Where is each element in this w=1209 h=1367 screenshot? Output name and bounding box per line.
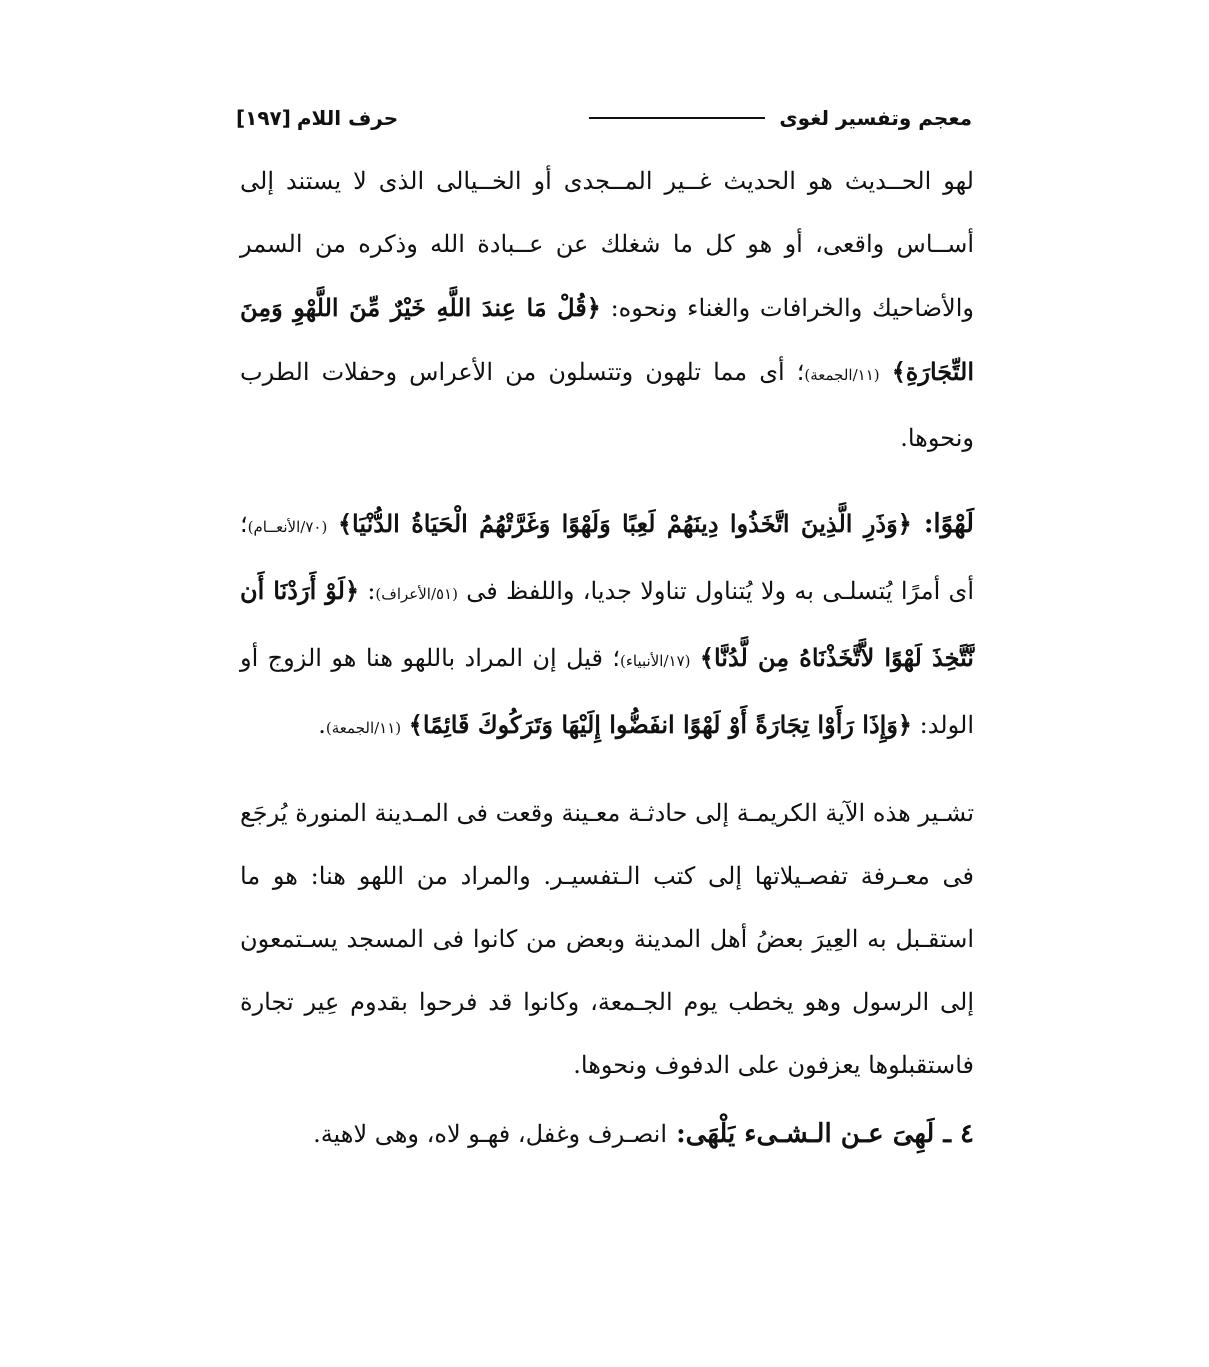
quran-verse: ﴿وَذَرِ الَّذِينَ اتَّخَذُوا دِينَهُمْ لَعِبًا وَلَهْوًا وَغَرَّتْهُمُ الْحَيَاةُ الدُّنْيَا﴾ xyxy=(337,509,912,538)
header-rule xyxy=(589,117,766,119)
text-run: لهو الحــديث هو الحديث غــير المــجدى أو الخــيالى الذى لا يستند إلى أســاس واقعى، أو هو كل ما شغلك عن عــبادة الله وذكره من السمر والأضاحيك والخرافات والغناء ونحوه: xyxy=(240,167,974,322)
quran-verse: ﴿قُلْ مَا عِندَ اللَّهِ خَيْرٌ مِّنَ اللَّهْوِ وَمِنَ التِّجَارَةِ﴾ xyxy=(240,293,974,386)
paragraph-lahw-al-hadith xyxy=(240,150,974,470)
text-run: . xyxy=(318,711,326,739)
book-title: معجم وتفسير لغوى xyxy=(779,106,972,130)
verse-reference: (٥١/الأعراف) xyxy=(375,585,458,603)
text-run: انصـرف وغفل، فهـو لاه، وهى لاهية. xyxy=(313,1120,668,1148)
text-run: ؛ أى أمرًا يُتسلـى به ولا يُتناول تناولا جديا، واللفظ فى xyxy=(240,510,974,605)
page-number: [١٩٧] xyxy=(235,106,291,130)
text-run: تشـير هذه الآية الكريمـة إلى حادثـة معـينة وقعت فى المـدينة المنورة يُرجَع فى معـرفة تفصـيلاتها إلى كتب الـتفسيـر. والمراد من اللهو هنا: هو ما استقـبل به العِيرَ بعضُ أهل المدينة وبعض من كانوا فى المسجد يسـتمعون إلى الرسول وهو يخطب يوم الجـمعة، وكانوا قد فرحوا بقدوم عِير تجارة فاستقبلوها يعزفون على الدفوف ونحوها. xyxy=(240,799,975,1079)
running-header xyxy=(236,100,972,136)
quran-verse: ﴿لَوْ أَرَدْنَا أَن نَّتَّخِذَ لَهْوًا لاَّتَّخَذْنَاهُ مِن لَّدُنَّا﴾ xyxy=(240,576,974,672)
verse-reference: (١١/الجمعة) xyxy=(325,719,402,737)
text-run: : xyxy=(359,577,376,605)
quran-verse: ﴿وَإِذَا رَأَوْا تِجَارَةً أَوْ لَهْوًا انفَضُّوا إِلَيْهَا وَتَرَكُوكَ قَائِمًا﴾ xyxy=(408,710,912,739)
paragraph-commentary xyxy=(240,782,974,1097)
paragraph-lahiya xyxy=(240,1103,974,1166)
paragraph-lahwan xyxy=(240,492,974,760)
section-title: حرف اللام xyxy=(296,106,399,130)
body-text xyxy=(240,150,974,1166)
text-run: ؛ أى مما تلهون وتتسلون من الأعراس وحفلات الطرب ونحوها. xyxy=(240,358,974,452)
verse-reference: (٧٠/الأنعــام) xyxy=(247,518,328,536)
entry-term: ٤ ـ لَهِىَ عـن الـشـىء يَلْهَى: xyxy=(667,1119,974,1149)
text-run: ؛ قيل إن المراد باللهو هنا هو الزوج أو الولد: xyxy=(240,644,974,739)
entry-term: لَهْوًا: xyxy=(911,509,974,539)
verse-reference: (١٧/الأنبياء) xyxy=(620,652,691,670)
verse-reference: (١١/الجمعة) xyxy=(804,366,880,384)
